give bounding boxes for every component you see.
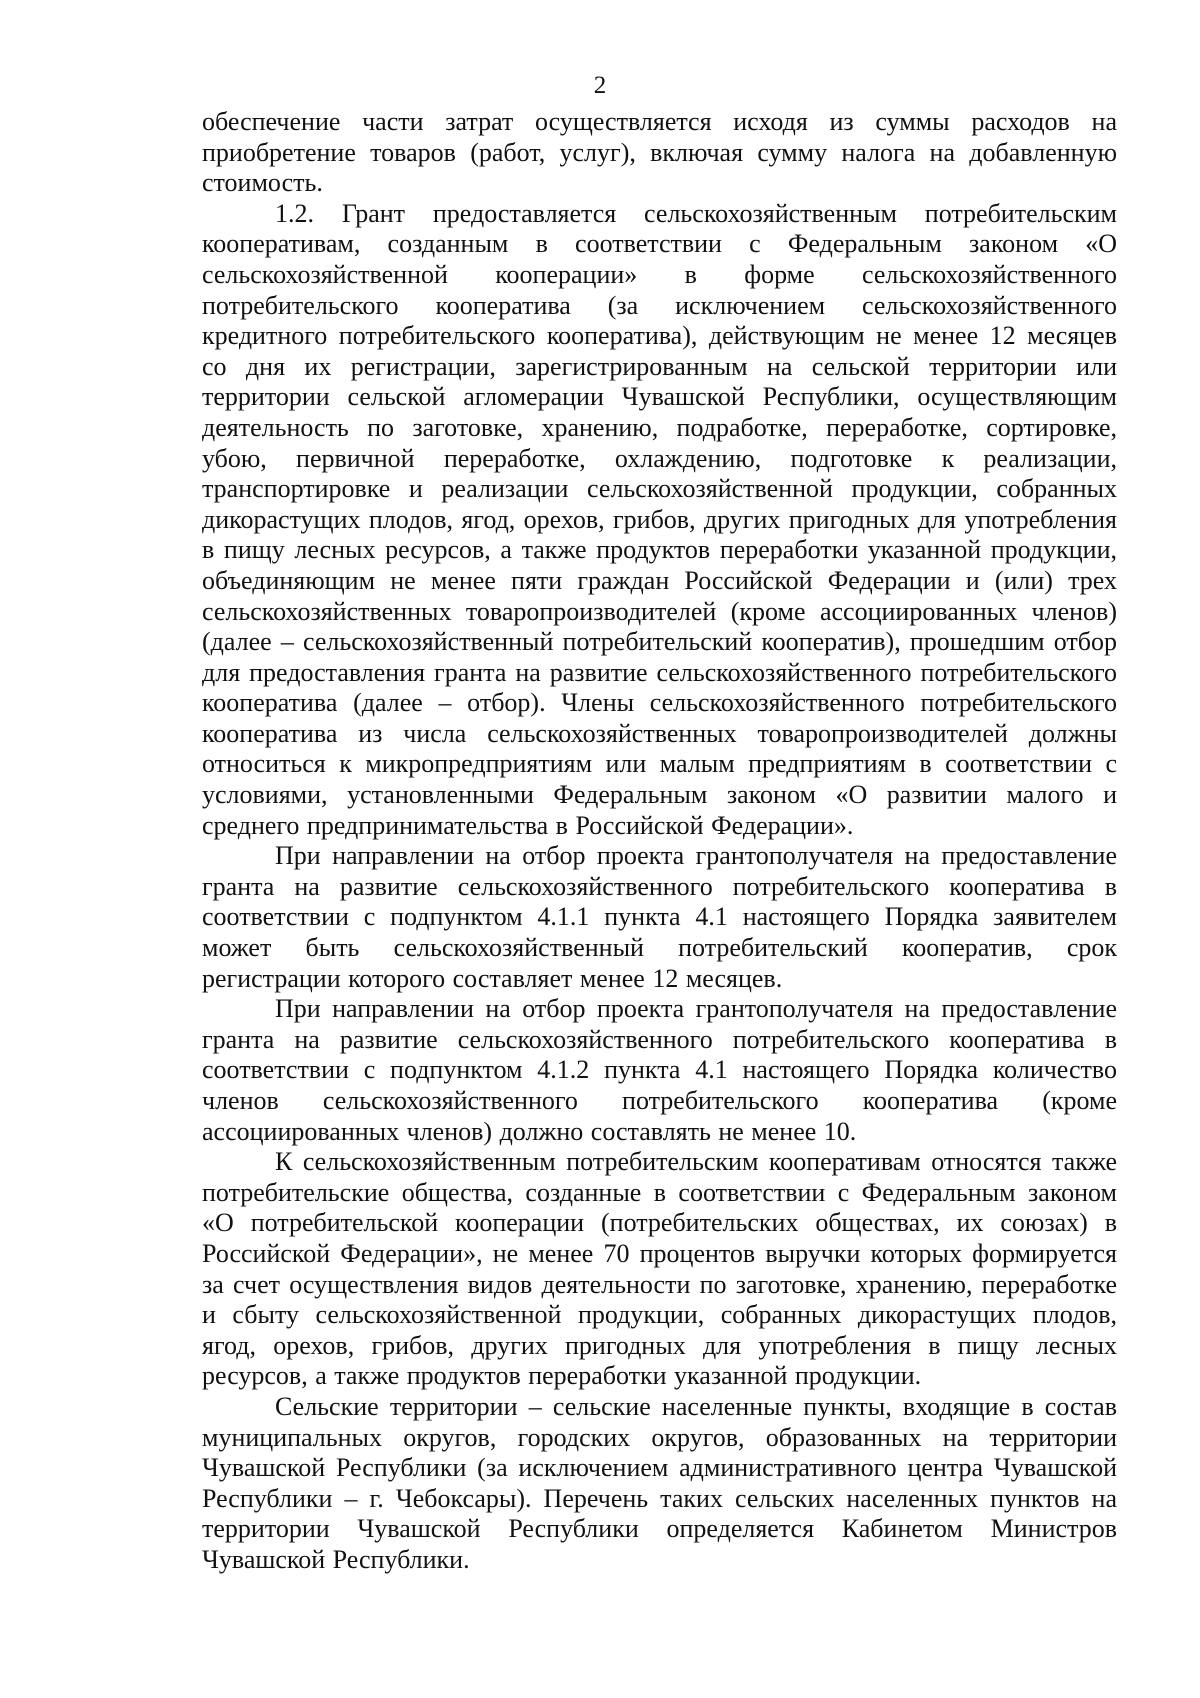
paragraph-subclause-4-1-2: При направлении на отбор проекта грантополучателя на предоставление гранта на развитие сельскохозяйственного потребительского кооператива в соответствии с подпунктом 4.1.2 пункта 4.1 настоящего Порядка количество членов сельскохозяйственного потребительского кооператива (кроме ассоциированных членов) должно составлять не менее 10. (202, 994, 1117, 1146)
paragraph-rural-territories: Сельские территории – сельские населенные пункты, входящие в состав муниципальных округов, городских округов, образованных на территории Чувашской Республики (за исключением административного центра Чувашской Республики – г. Чебоксары). Перечень таких сельских населенных пунктов на территории Чувашской Республики определяется Кабинетом Министров Чувашской Республики. (202, 1391, 1117, 1574)
paragraph-clause-1-2: 1.2. Грант предоставляется сельскохозяйственным потребительским кооперативам, созданным в соответствии с Федеральным законом «О сельскохозяйственной кооперации» в форме сельскохозяйственного потребительского кооператива (за исключением сельскохозяйственного кредитного потребительского кооператива), действующим не менее 12 месяцев со дня их регистрации, зарегистрированным на сельской территории или территории сельской агломерации Чувашской Республики, осуществляющим деятельность по заготовке, хранению, подработке, переработке, сортировке, убою, первичной переработке, охлаждению, подготовке к реализации, транспортировке и реализации сельскохозяйственной продукции, собранных дикорастущих плодов, ягод, орехов, грибов, других пригодных для употребления в пищу лесных ресурсов, а также продуктов переработки указанной продукции, объединяющим не менее пяти граждан Российской Федерации и (или) трех сельскохозяйственных товаропроизводителей (кроме ассоциированных членов) (далее – сельскохозяйственный потребительский кооператив), прошедшим отбор для предоставления гранта на развитие сельскохозяйственного потребительского кооператива (далее – отбор). Члены сельскохозяйственного потребительского кооператива из числа сельскохозяйственных товаропроизводителей должны относиться к микропредприятиям или малым предприятиям в соответствии с условиями, установленными Федеральным законом «О развитии малого и среднего предпринимательства в Российской Федерации». (202, 198, 1117, 840)
paragraph-consumer-societies: К сельскохозяйственным потребительским кооперативам относятся также потребительские общества, созданные в соответствии с Федеральным законом «О потребительской кооперации (потребительских обществах, их союзах) в Российской Федерации», не менее 70 процентов выручки которых формируется за счет осуществления видов деятельности по заготовке, хранению, переработке и сбыту сельскохозяйственной продукции, собранных дикорастущих плодов, ягод, орехов, грибов, других пригодных для употребления в пищу лесных ресурсов, а также продуктов переработки указанной продукции. (202, 1147, 1117, 1391)
paragraph-continuation: обеспечение части затрат осуществляется исходя из суммы расходов на приобретение товаров (работ, услуг), включая сумму налога на добавленную стоимость. (202, 107, 1117, 198)
paragraph-subclause-4-1-1: При направлении на отбор проекта грантополучателя на предоставление гранта на развитие сельскохозяйственного потребительского кооператива в соответствии с подпунктом 4.1.1 пункта 4.1 настоящего Порядка заявителем может быть сельскохозяйственный потребительский кооператив, срок регистрации которого составляет менее 12 месяцев. (202, 841, 1117, 993)
page-number: 2 (593, 72, 607, 99)
document-body (202, 107, 1117, 1576)
